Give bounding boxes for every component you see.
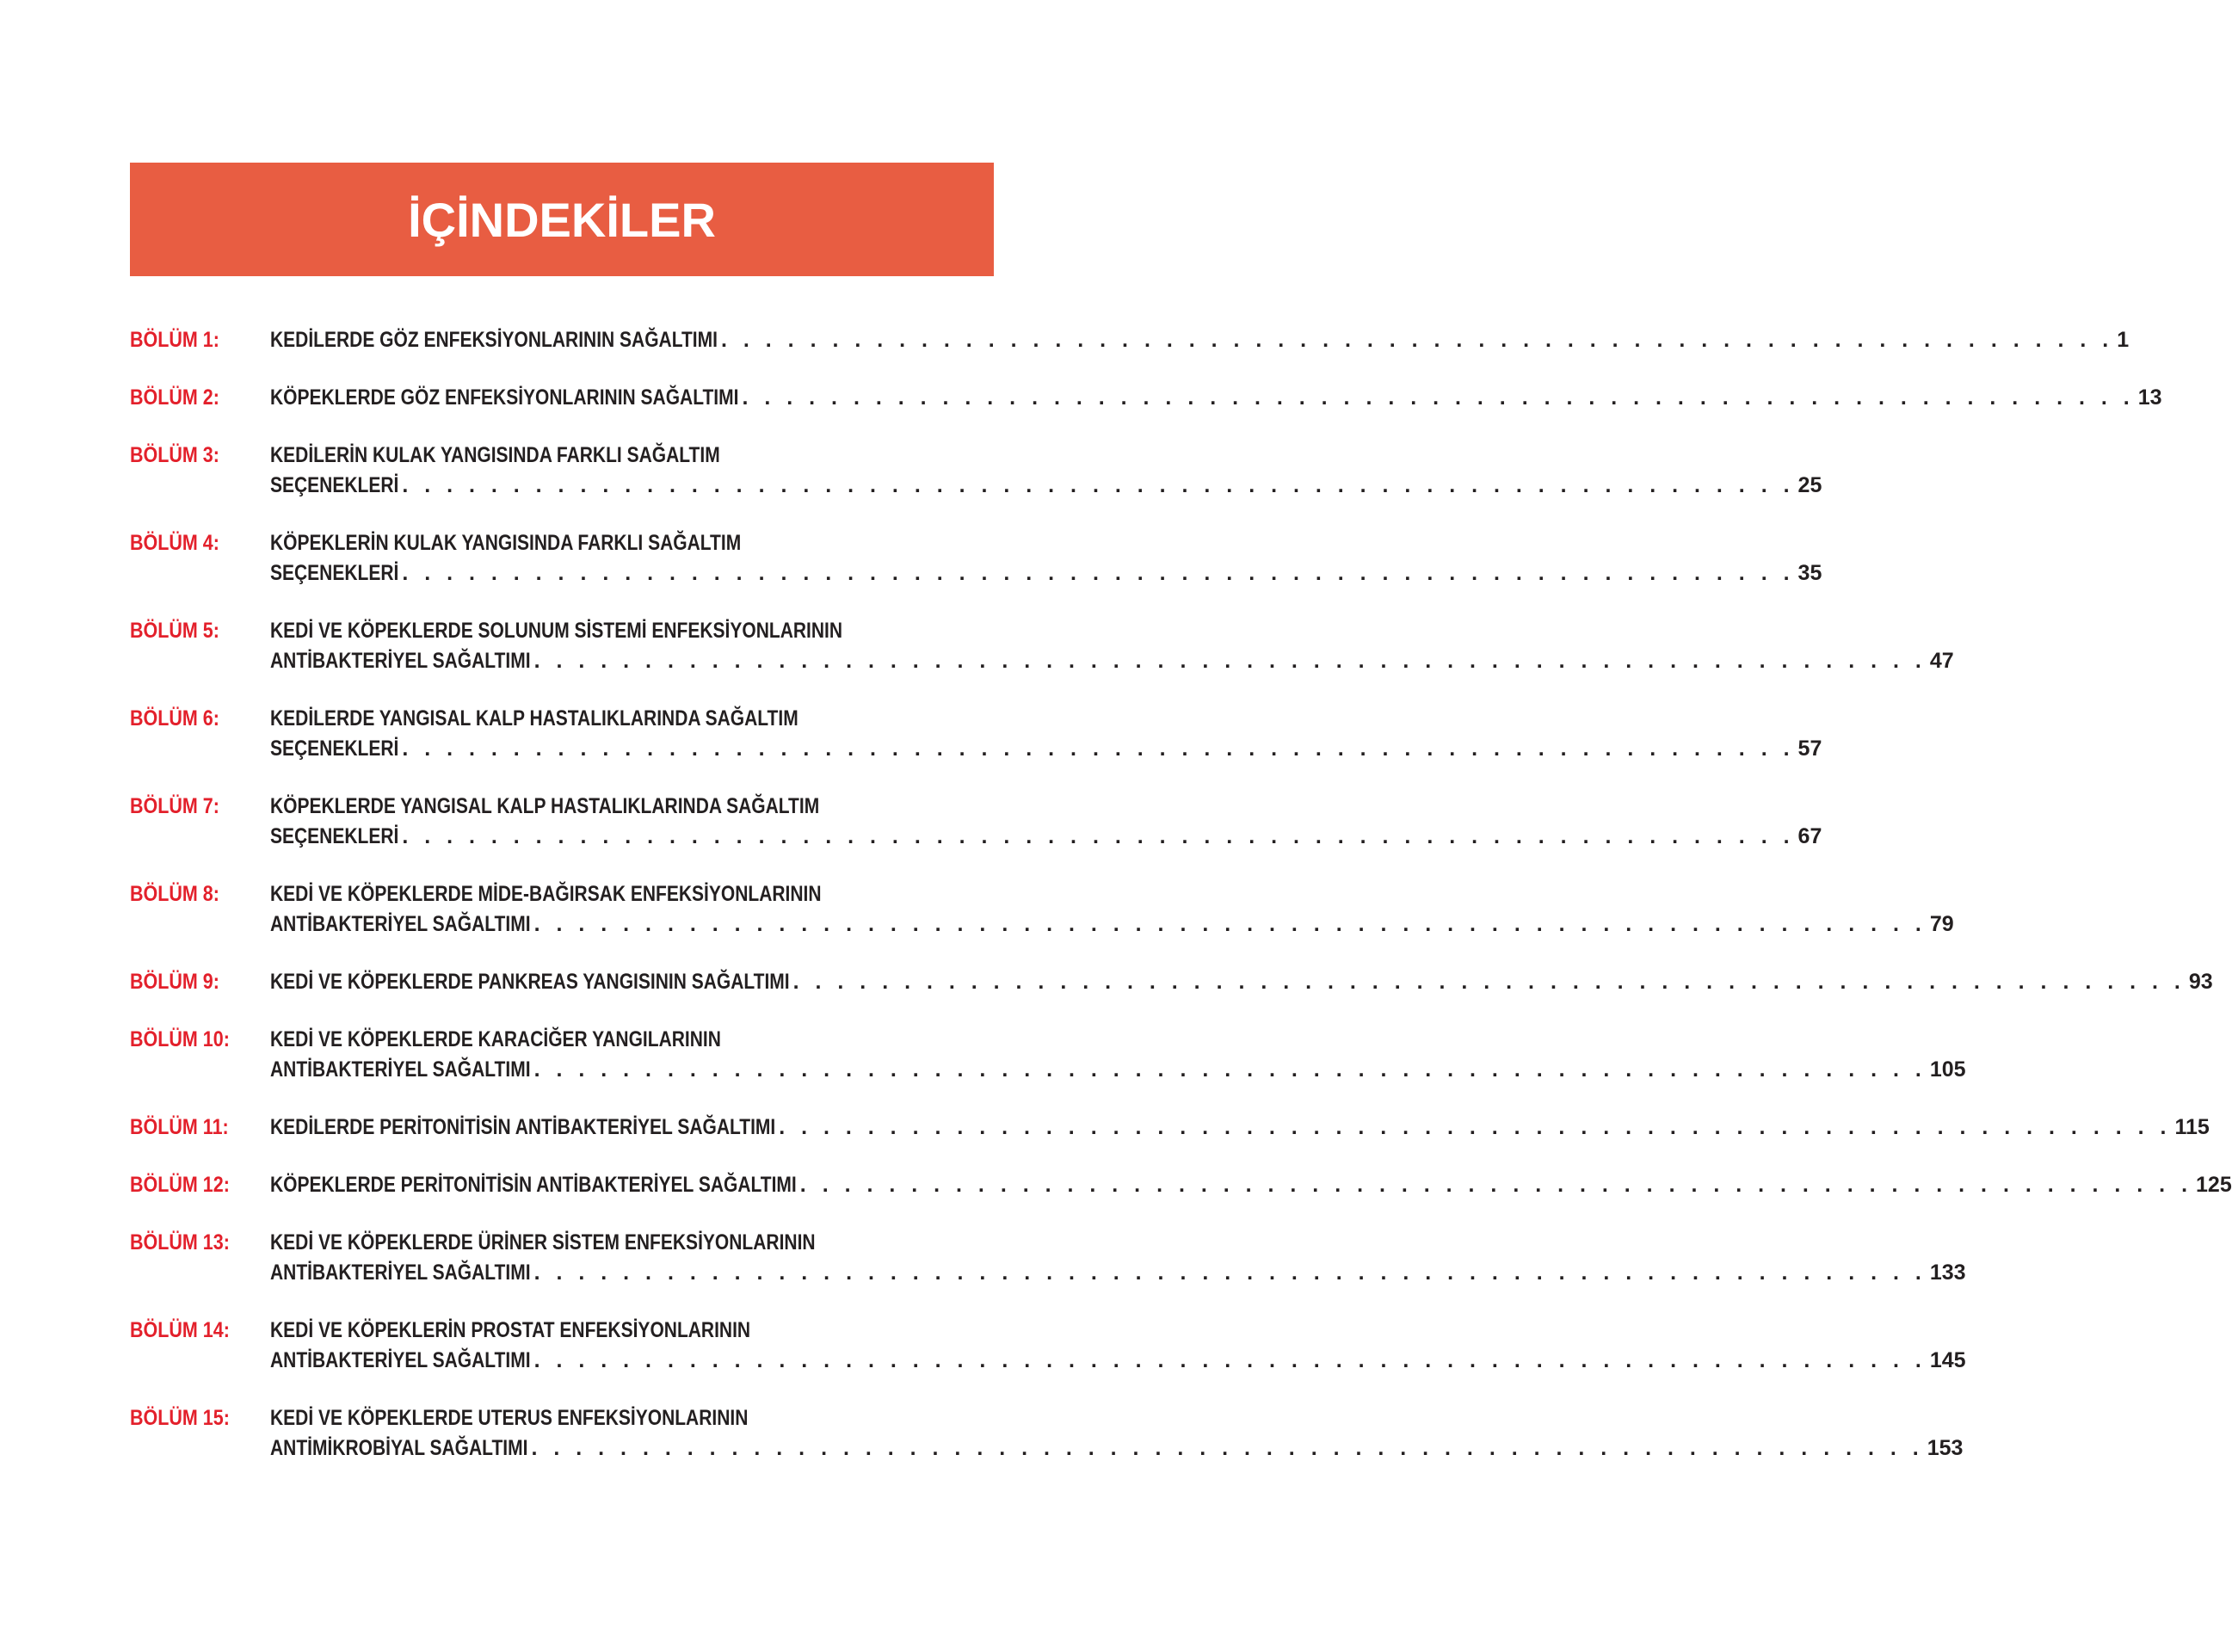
chapter-title: KEDİLERDE YANGISAL KALP HASTALIKLARINDA SAĞALTIM bbox=[270, 706, 798, 730]
chapter-title: KEDİ VE KÖPEKLERDE MİDE-BAĞIRSAK ENFEKSİYONLARININ bbox=[270, 882, 822, 906]
chapter-label: BÖLÜM 1: bbox=[130, 328, 219, 352]
chapter-body bbox=[270, 441, 1822, 501]
toc-entry[interactable] bbox=[130, 325, 2130, 355]
dot-leader: . . . . . . . . . . . . . . . . . . . . . . . . . . . . . . . . . . . . . . . . . . . . . . . . . . . . . . . . . . . . . . . bbox=[779, 1115, 2172, 1139]
chapter-body bbox=[270, 1025, 1966, 1085]
chapter-title-line bbox=[270, 1025, 1966, 1055]
chapter-title: KEDİ VE KÖPEKLERDE SOLUNUM SİSTEMİ ENFEKSİYONLARININ bbox=[270, 619, 843, 643]
title-banner bbox=[130, 163, 994, 276]
chapter-label: BÖLÜM 12: bbox=[130, 1173, 230, 1197]
chapter-title: KEDİ VE KÖPEKLERİN PROSTAT ENFEKSİYONLARININ bbox=[270, 1318, 751, 1342]
dot-leader: . . . . . . . . . . . . . . . . . . . . . . . . . . . . . . . . . . . . . . . . . . . . . . . . . . . . . . . . . . . . . . . bbox=[721, 328, 2114, 352]
chapter-title-line bbox=[270, 704, 1822, 734]
chapter-title: SEÇENEKLERİ bbox=[270, 737, 399, 761]
chapter-body bbox=[270, 967, 2213, 997]
chapter-title: ANTİBAKTERİYEL SAĞALTIMI bbox=[270, 912, 531, 936]
chapter-title-line bbox=[270, 792, 1822, 822]
page-number: 153 bbox=[1927, 1436, 1964, 1460]
page-title: İÇİNDEKİLER bbox=[408, 192, 716, 247]
chapter-body bbox=[270, 1170, 2232, 1200]
chapter-title: SEÇENEKLERİ bbox=[270, 473, 399, 497]
chapter-label: BÖLÜM 11: bbox=[130, 1115, 229, 1139]
chapter-label: BÖLÜM 10: bbox=[130, 1027, 230, 1051]
dot-leader: . . . . . . . . . . . . . . . . . . . . . . . . . . . . . . . . . . . . . . . . . . . . . . . . . . . . . . . . . . . . . . . bbox=[402, 473, 1795, 497]
page-number: 47 bbox=[1929, 649, 1954, 673]
chapter-title: SEÇENEKLERİ bbox=[270, 561, 399, 585]
toc-entry[interactable] bbox=[130, 1316, 1966, 1376]
chapter-label: BÖLÜM 3: bbox=[130, 443, 219, 467]
chapter-title-line bbox=[270, 383, 2162, 413]
chapter-body bbox=[270, 1113, 2210, 1143]
toc-entry[interactable] bbox=[130, 616, 1954, 676]
chapter-title: KEDİ VE KÖPEKLERDE KARACİĞER YANGILARININ bbox=[270, 1027, 721, 1051]
chapter-title-line bbox=[270, 1113, 2210, 1143]
dot-leader: . . . . . . . . . . . . . . . . . . . . . . . . . . . . . . . . . . . . . . . . . . . . . . . . . . . . . . . . . . . . . . . bbox=[402, 824, 1795, 848]
chapter-title: KÖPEKLERDE YANGISAL KALP HASTALIKLARINDA SAĞALTIM bbox=[270, 794, 820, 818]
page-number: 57 bbox=[1797, 737, 1822, 761]
dot-leader: . . . . . . . . . . . . . . . . . . . . . . . . . . . . . . . . . . . . . . . . . . . . . . . . . . . . . . . . . . . . . . . bbox=[533, 649, 1927, 673]
toc-entry[interactable] bbox=[130, 528, 1822, 589]
chapter-label: BÖLÜM 15: bbox=[130, 1406, 230, 1430]
chapter-title: ANTİMİKROBİYAL SAĞALTIMI bbox=[270, 1436, 528, 1460]
chapter-title-line bbox=[270, 616, 1954, 646]
chapter-label: BÖLÜM 14: bbox=[130, 1318, 230, 1342]
chapter-title-line bbox=[270, 967, 2213, 997]
chapter-title-line bbox=[270, 471, 1822, 501]
chapter-title: ANTİBAKTERİYEL SAĞALTIMI bbox=[270, 1261, 531, 1285]
chapter-body bbox=[270, 792, 1822, 852]
page-number: 13 bbox=[2137, 385, 2162, 410]
chapter-title-line bbox=[270, 1258, 1966, 1288]
chapter-title-line bbox=[270, 1055, 1966, 1085]
page-number: 145 bbox=[1929, 1348, 1966, 1372]
chapter-title-line bbox=[270, 734, 1822, 764]
page-number: 25 bbox=[1797, 473, 1822, 497]
chapter-body bbox=[270, 325, 2129, 355]
dot-leader: . . . . . . . . . . . . . . . . . . . . . . . . . . . . . . . . . . . . . . . . . . . . . . . . . . . . . . . . . . . . . . . bbox=[533, 1261, 1927, 1285]
chapter-label: BÖLÜM 5: bbox=[130, 619, 219, 643]
chapter-title-line bbox=[270, 528, 1822, 558]
chapter-title: KEDİ VE KÖPEKLERDE ÜRİNER SİSTEM ENFEKSİYONLARININ bbox=[270, 1230, 816, 1254]
page-number: 79 bbox=[1929, 912, 1954, 936]
dot-leader: . . . . . . . . . . . . . . . . . . . . . . . . . . . . . . . . . . . . . . . . . . . . . . . . . . . . . . . . . . . . . . . bbox=[533, 1057, 1927, 1082]
page-number: 115 bbox=[2174, 1115, 2210, 1139]
toc-entry[interactable] bbox=[130, 1403, 1964, 1464]
chapter-label: BÖLÜM 13: bbox=[130, 1230, 230, 1254]
chapter-title-line bbox=[270, 1170, 2232, 1200]
chapter-title: ANTİBAKTERİYEL SAĞALTIMI bbox=[270, 1348, 531, 1372]
toc-entry[interactable] bbox=[130, 879, 1954, 940]
chapter-title-line bbox=[270, 558, 1822, 589]
chapter-title: KÖPEKLERDE PERİTONİTİSİN ANTİBAKTERİYEL SAĞALTIMI bbox=[270, 1173, 797, 1197]
dot-leader: . . . . . . . . . . . . . . . . . . . . . . . . . . . . . . . . . . . . . . . . . . . . . . . . . . . . . . . . . . . . . . . bbox=[531, 1436, 1924, 1460]
chapter-title: ANTİBAKTERİYEL SAĞALTIMI bbox=[270, 1057, 531, 1082]
chapter-title: KEDİ VE KÖPEKLERDE UTERUS ENFEKSİYONLARININ bbox=[270, 1406, 749, 1430]
chapter-title-line bbox=[270, 1403, 1963, 1433]
chapter-body bbox=[270, 879, 1954, 940]
toc-entry[interactable] bbox=[130, 704, 1822, 764]
chapter-title: KEDİLERİN KULAK YANGISINDA FARKLI SAĞALTIM bbox=[270, 443, 720, 467]
page-number: 35 bbox=[1797, 561, 1822, 585]
chapter-body bbox=[270, 1228, 1966, 1288]
chapter-body bbox=[270, 1403, 1963, 1464]
dot-leader: . . . . . . . . . . . . . . . . . . . . . . . . . . . . . . . . . . . . . . . . . . . . . . . . . . . . . . . . . . . . . . . bbox=[533, 1348, 1927, 1372]
dot-leader: . . . . . . . . . . . . . . . . . . . . . . . . . . . . . . . . . . . . . . . . . . . . . . . . . . . . . . . . . . . . . . . bbox=[402, 737, 1795, 761]
dot-leader: . . . . . . . . . . . . . . . . . . . . . . . . . . . . . . . . . . . . . . . . . . . . . . . . . . . . . . . . . . . . . . . bbox=[799, 1173, 2193, 1197]
toc-entry[interactable] bbox=[130, 441, 1822, 501]
page-number: 105 bbox=[1929, 1057, 1966, 1082]
chapter-label: BÖLÜM 8: bbox=[130, 882, 219, 906]
chapter-title: KEDİLERDE GÖZ ENFEKSİYONLARININ SAĞALTIMI bbox=[270, 328, 718, 352]
chapter-title: SEÇENEKLERİ bbox=[270, 824, 399, 848]
chapter-label: BÖLÜM 7: bbox=[130, 794, 219, 818]
page-number: 1 bbox=[2117, 328, 2130, 352]
chapter-body bbox=[270, 704, 1822, 764]
chapter-label: BÖLÜM 9: bbox=[130, 970, 219, 994]
chapter-title-line bbox=[270, 879, 1954, 909]
chapter-title-line bbox=[270, 1228, 1966, 1258]
dot-leader: . . . . . . . . . . . . . . . . . . . . . . . . . . . . . . . . . . . . . . . . . . . . . . . . . . . . . . . . . . . . . . . bbox=[533, 912, 1927, 936]
chapter-body bbox=[270, 616, 1954, 676]
dot-leader: . . . . . . . . . . . . . . . . . . . . . . . . . . . . . . . . . . . . . . . . . . . . . . . . . . . . . . . . . . . . . . . bbox=[402, 561, 1795, 585]
toc-entry[interactable] bbox=[130, 383, 2162, 413]
chapter-label: BÖLÜM 4: bbox=[130, 531, 219, 555]
dot-leader: . . . . . . . . . . . . . . . . . . . . . . . . . . . . . . . . . . . . . . . . . . . . . . . . . . . . . . . . . . . . . . . bbox=[742, 385, 2135, 410]
chapter-body bbox=[270, 1316, 1966, 1376]
toc-entry[interactable] bbox=[130, 1228, 1966, 1288]
toc-entry[interactable] bbox=[130, 967, 2213, 997]
chapter-body bbox=[270, 383, 2162, 413]
page-number: 133 bbox=[1929, 1261, 1966, 1285]
dot-leader: . . . . . . . . . . . . . . . . . . . . . . . . . . . . . . . . . . . . . . . . . . . . . . . . . . . . . . . . . . . . . . . bbox=[792, 970, 2186, 994]
toc-entry[interactable] bbox=[130, 1025, 1966, 1085]
chapter-title: KEDİ VE KÖPEKLERDE PANKREAS YANGISININ SAĞALTIMI bbox=[270, 970, 790, 994]
chapter-title-line bbox=[270, 1433, 1963, 1464]
page-number: 125 bbox=[2196, 1173, 2232, 1197]
chapter-title: KÖPEKLERDE GÖZ ENFEKSİYONLARININ SAĞALTIMI bbox=[270, 385, 739, 410]
toc-entry[interactable] bbox=[130, 792, 1822, 852]
chapter-label: BÖLÜM 2: bbox=[130, 385, 219, 410]
chapter-title-line bbox=[270, 441, 1822, 471]
chapter-title-line bbox=[270, 646, 1954, 676]
chapter-title-line bbox=[270, 1346, 1966, 1376]
chapter-title: KEDİLERDE PERİTONİTİSİN ANTİBAKTERİYEL SAĞALTIMI bbox=[270, 1115, 776, 1139]
chapter-title-line bbox=[270, 325, 2129, 355]
chapter-label: BÖLÜM 6: bbox=[130, 706, 219, 730]
chapter-title: KÖPEKLERİN KULAK YANGISINDA FARKLI SAĞALTIM bbox=[270, 531, 742, 555]
table-of-contents bbox=[130, 325, 2232, 1491]
page-number: 93 bbox=[2188, 970, 2213, 994]
chapter-title-line bbox=[270, 909, 1954, 940]
toc-entry[interactable] bbox=[130, 1170, 2232, 1200]
chapter-title-line bbox=[270, 822, 1822, 852]
page-number: 67 bbox=[1797, 824, 1822, 848]
chapter-body bbox=[270, 528, 1822, 589]
chapter-title-line bbox=[270, 1316, 1966, 1346]
chapter-title: ANTİBAKTERİYEL SAĞALTIMI bbox=[270, 649, 531, 673]
toc-entry[interactable] bbox=[130, 1113, 2210, 1143]
